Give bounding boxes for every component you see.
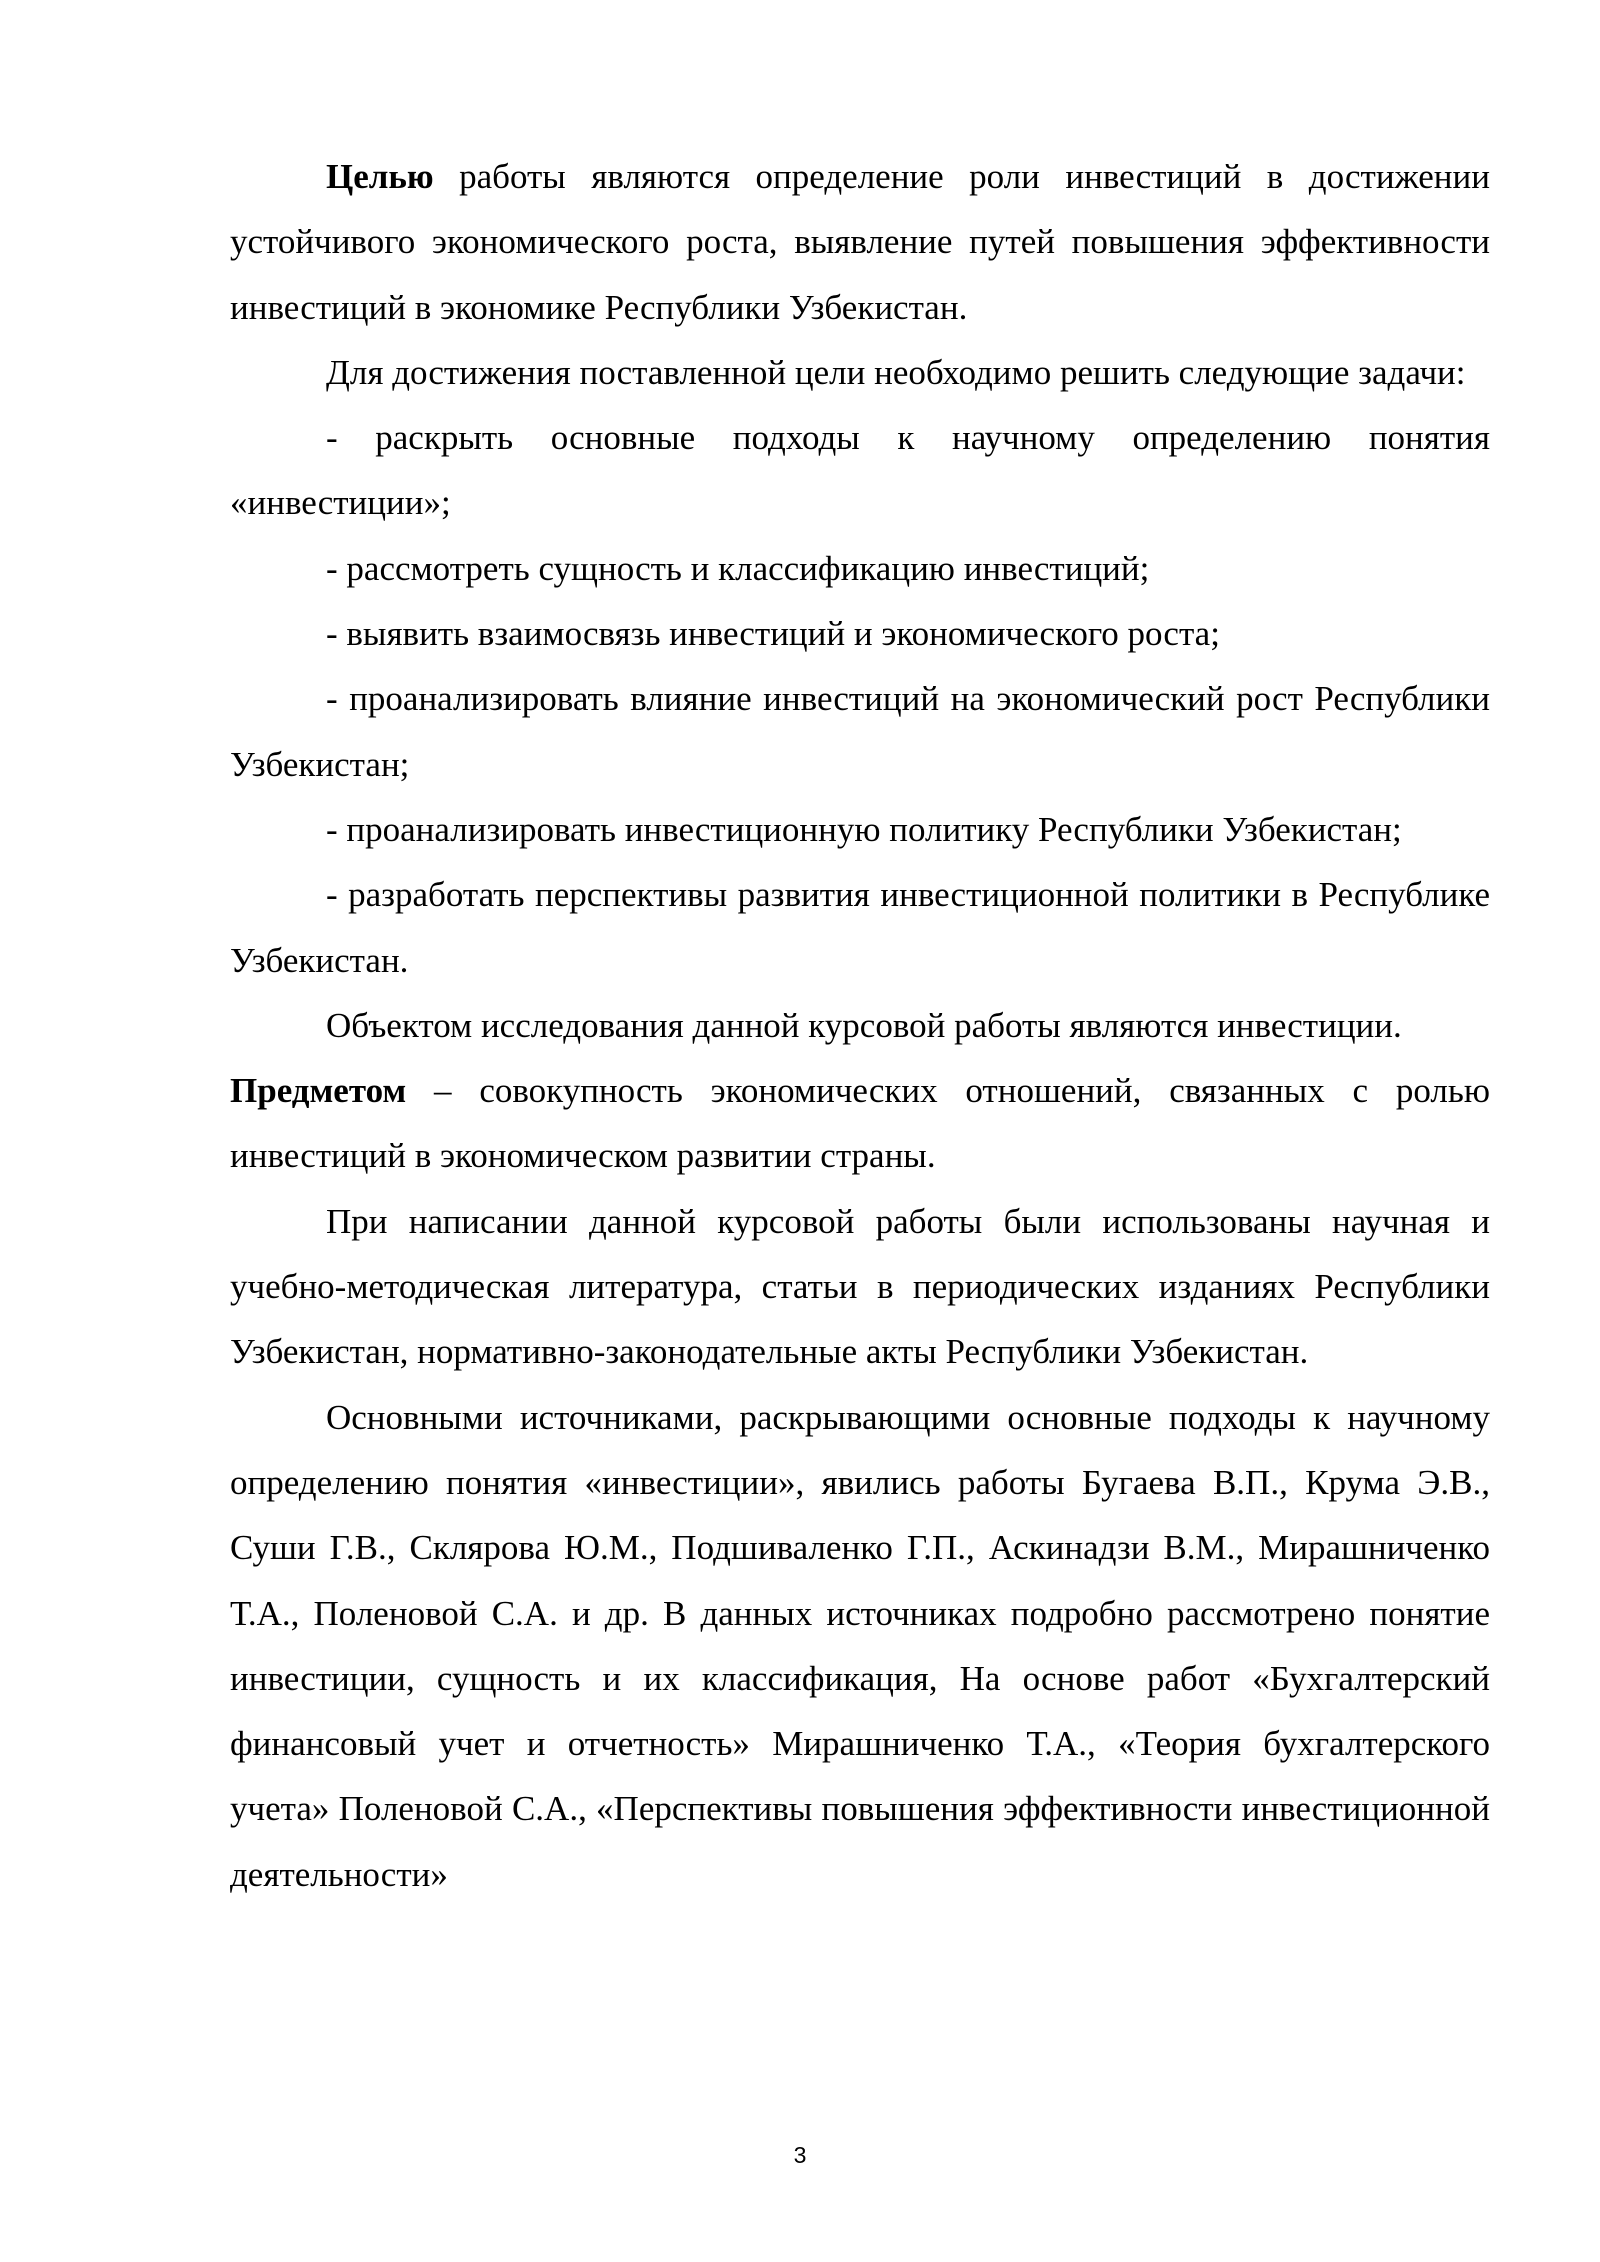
list-item-task-5 (230, 797, 1490, 862)
paragraph-text: - выявить взаимосвязь инвестиций и экономического роста; (326, 614, 1220, 654)
paragraph-text: Для достижения поставленной цели необходимо решить следующие задачи: (326, 352, 1466, 392)
bold-term-subject: Предметом (230, 1071, 407, 1111)
paragraph-object (230, 993, 1490, 1058)
paragraph-literature (230, 1189, 1490, 1385)
list-item-task-1 (230, 405, 1490, 536)
list-item-task-4 (230, 666, 1490, 797)
page-number: 3 (793, 2142, 807, 2168)
paragraph-tasks-intro (230, 340, 1490, 405)
paragraph-sources (230, 1385, 1490, 1907)
paragraph-text: - проанализировать влияние инвестиций на экономический рост Республики Узбекистан; (230, 679, 1490, 784)
paragraph-text: - рассмотреть сущность и классификацию инвестиций; (326, 548, 1150, 588)
paragraph-text: - разработать перспективы развития инвестиционной политики в Республике Узбекистан. (230, 875, 1490, 980)
paragraph-text: Объектом исследования данной курсовой работы являются инвестиции. (326, 1005, 1402, 1045)
paragraph-text: – совокупность экономических отношений, связанных с ролью инвестиций в экономическом развитии страны. (230, 1071, 1490, 1176)
paragraph-text: Основными источниками, раскрывающими основные подходы к научному определению понятия «инвестиции», явились работы Бугаева В.П., Крума Э.В., Суши Г.В., Склярова Ю.М., Подшиваленко Г.П., Аскинадзи В.М., Мирашниченко Т.А., Поленовой С.А. и др. В данных источниках подробно рассмотрено понятие инвестиции, сущность и их классификация, На основе работ «Бухгалтерский финансовый учет и отчетность» Мирашниченко Т.А., «Теория бухгалтерского учета» Поленовой С.А., «Перспективы повышения эффективности инвестиционной деятельности» (230, 1397, 1490, 1894)
paragraph-goal (230, 144, 1490, 340)
list-item-task-3 (230, 601, 1490, 666)
paragraph-text: При написании данной курсовой работы были использованы научная и учебно-методическая литература, статьи в периодических изданиях Республики Узбекистан, нормативно-законодательные акты Республики Узбекистан. (230, 1201, 1490, 1372)
paragraph-text: работы являются определение роли инвестиций в достижении устойчивого экономического роста, выявление путей повышения эффективности инвестиций в экономике Республики Узбекистан. (230, 157, 1490, 327)
list-item-task-2 (230, 536, 1490, 601)
paragraph-subject (230, 1058, 1490, 1189)
paragraph-text: - раскрыть основные подходы к научному определению понятия «инвестиции»; (230, 418, 1490, 523)
paragraph-text: - проанализировать инвестиционную политику Республики Узбекистан; (326, 809, 1402, 849)
document-body (230, 144, 1490, 1907)
list-item-task-6 (230, 862, 1490, 993)
bold-term-goal: Целью (326, 157, 434, 196)
